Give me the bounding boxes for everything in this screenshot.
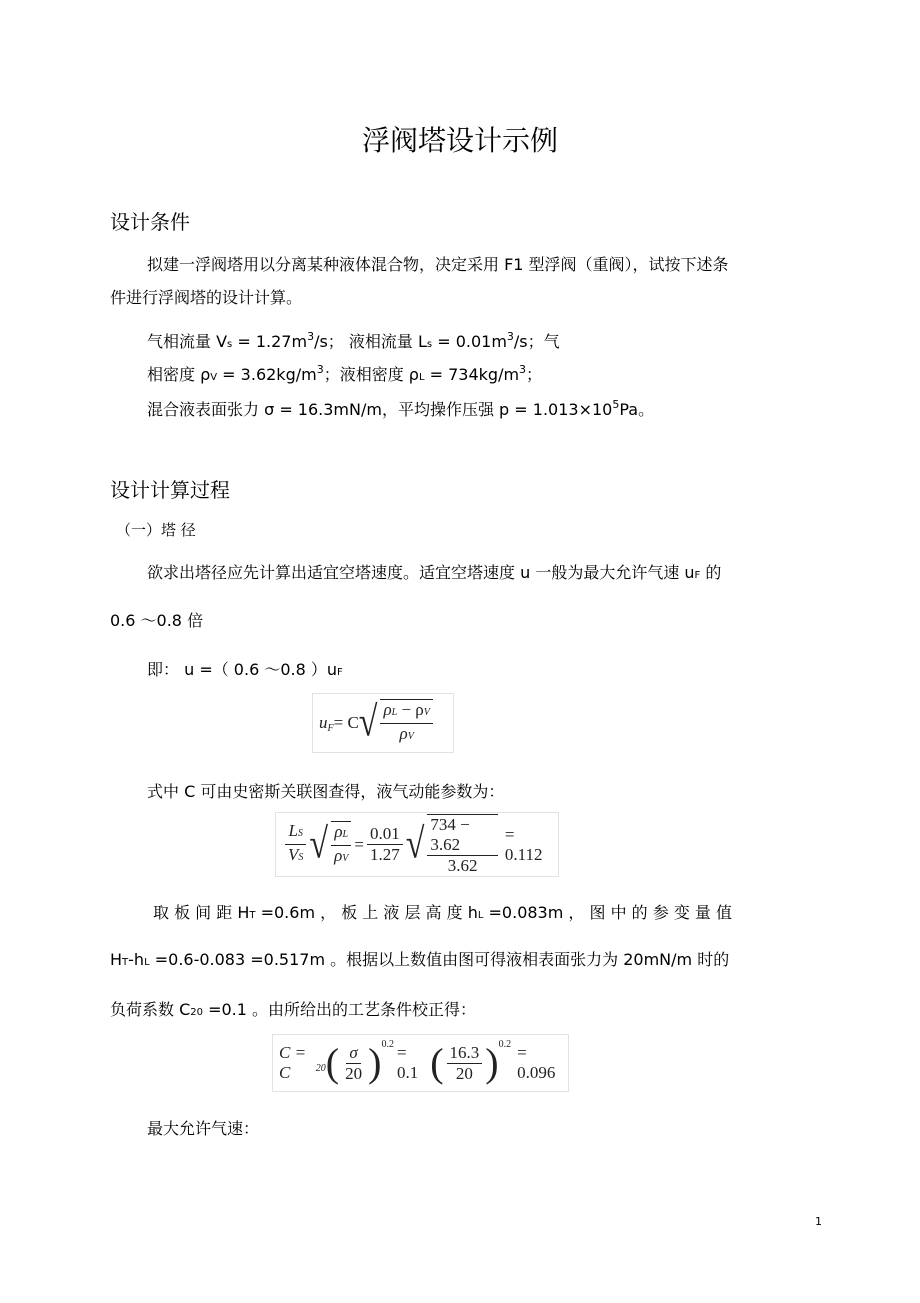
text: = 3.62kg/m: [217, 365, 317, 384]
radical-icon: √: [405, 820, 425, 867]
fraction: [285, 821, 306, 868]
eq-result: = 0.096: [517, 1043, 556, 1082]
subscript: L: [144, 957, 150, 968]
paragraph-line: 0.6 ～0.8 倍: [110, 611, 204, 630]
text: /s；气: [513, 332, 560, 351]
fraction: [447, 1043, 483, 1084]
superscript: 3: [307, 330, 315, 343]
eq-text: C = C: [279, 1043, 307, 1082]
eq-text: ρ: [399, 724, 408, 743]
superscript: 5: [612, 398, 620, 411]
eq-text: V: [288, 845, 299, 864]
eq-subscript: V: [423, 707, 430, 718]
eq-text: L: [288, 821, 298, 840]
eq-text: 20: [345, 1063, 363, 1083]
eq-subscript: 20: [315, 1062, 326, 1074]
equation-load-coefficient: [272, 1034, 569, 1092]
text: -h: [128, 950, 145, 969]
radical-icon: √: [358, 699, 378, 746]
text: 相密度 ρ: [147, 365, 211, 384]
sqrt: [359, 699, 436, 747]
text: /s； 液相流量 L: [314, 332, 427, 351]
eq-subscript: S: [298, 852, 304, 863]
condition-flow-rates: [147, 332, 560, 355]
document-title: 浮阀塔设计示例: [361, 124, 558, 157]
eq-text: ρ: [334, 845, 343, 865]
eq-text: 20: [455, 1063, 473, 1083]
text: 负荷系数 C: [110, 1000, 191, 1019]
equation-max-velocity: [312, 693, 454, 753]
eq-exponent: 0.2: [381, 1039, 394, 1050]
fraction: [380, 699, 432, 747]
eq-text: σ: [346, 1043, 360, 1064]
eq-text: − ρ: [397, 700, 424, 719]
paragraph-line: [153, 903, 732, 926]
text: ；: [526, 365, 543, 384]
text: =0.1 。由所给出的工艺条件校正得：: [203, 1000, 477, 1019]
section-heading-design-conditions: 设计条件: [110, 210, 190, 234]
eq-result: = 0.112: [504, 824, 543, 864]
subscript: s: [426, 339, 433, 350]
text: = 0.01m: [432, 332, 507, 351]
paragraph-line: [147, 660, 343, 683]
paragraph-line: 件进行浮阀塔的设计计算。: [110, 288, 303, 307]
subscript: L: [477, 910, 484, 921]
superscript: 3: [519, 363, 527, 376]
eq-subscript: L: [342, 828, 349, 840]
eq-text: 734 − 3.62: [427, 815, 498, 856]
eq-text: 16.3: [447, 1043, 483, 1064]
eq-exponent: 0.2: [498, 1039, 512, 1050]
subscript: V: [210, 372, 218, 383]
paragraph-line: 最大允许气速：: [147, 1119, 260, 1138]
paragraph-line: [110, 1000, 476, 1023]
eq-subscript: F: [327, 722, 334, 734]
text: 混合液表面张力 σ = 16.3mN/m，平均操作压强 p = 1.013×10: [147, 400, 613, 419]
subscript: s: [227, 339, 233, 350]
page-number: 1: [815, 1215, 822, 1228]
eq-text: ρ: [383, 700, 392, 719]
subscript: T: [122, 957, 129, 968]
text: 气相流量 V: [147, 332, 228, 351]
subscript: F: [694, 570, 701, 581]
eq-text: =: [354, 834, 364, 854]
paren: ): [485, 1040, 499, 1085]
eq-text: = C: [333, 713, 359, 732]
text: =0.6-0.083 =0.517m 。根据以上数值由图可得液相表面张力为 20mN/m 时的: [149, 950, 730, 969]
subscript: F: [337, 667, 343, 678]
text: H: [110, 950, 123, 969]
text: Pa。: [619, 400, 655, 419]
paren: (: [430, 1040, 444, 1085]
eq-text: 3.62: [447, 855, 478, 875]
subscript: T: [249, 910, 256, 921]
paren: ): [368, 1040, 382, 1085]
eq-text: 1.27: [369, 845, 400, 864]
paragraph-line: 拟建一浮阀塔用以分离某种液体混合物，决定采用 F1 型浮阀（重阀），试按下述条: [147, 255, 729, 274]
paragraph-line: 式中 C 可由史密斯关联图查得，液气动能参数为：: [147, 782, 505, 801]
text: 的: [700, 563, 722, 582]
condition-tension-pressure: [147, 400, 654, 420]
eq-subscript: V: [407, 731, 414, 742]
eq-text: 0.01: [367, 824, 403, 845]
sqrt: [406, 814, 501, 876]
eq-text: ρ: [334, 821, 343, 841]
eq-symbol: u: [319, 713, 328, 732]
paragraph-line: [147, 563, 721, 586]
text: = 734kg/m: [424, 365, 520, 384]
paren: (: [325, 1040, 340, 1085]
eq-text: = 0.1: [396, 1043, 419, 1082]
radical-icon: √: [309, 820, 329, 867]
sqrt: [309, 821, 354, 869]
fraction: [367, 824, 403, 865]
eq-subscript: L: [391, 707, 398, 718]
superscript: 3: [316, 363, 324, 376]
equation-flow-parameter: [275, 812, 559, 877]
text: 取 板 间 距 H: [153, 903, 250, 922]
text: = 1.27m: [232, 332, 308, 351]
text: =0.6m ， 板 上 液 层 高 度 h: [255, 903, 478, 922]
eq-subscript: S: [297, 828, 303, 839]
eq-subscript: V: [342, 852, 349, 864]
condition-densities: [147, 365, 542, 388]
text: =0.083m ， 图 中 的 参 变 量 值: [483, 903, 733, 922]
superscript: 3: [506, 330, 514, 343]
fraction: [342, 1043, 365, 1084]
subscript: L: [418, 372, 425, 383]
text: 欲求出塔径应先计算出适宜空塔速度。适宜空塔速度 u 一般为最大允许气速 u: [147, 563, 695, 582]
text: ；液相密度 ρ: [323, 365, 419, 384]
subscript: 20: [190, 1007, 203, 1018]
section-heading-calculation: 设计计算过程: [110, 478, 230, 502]
text: 即： u =（ 0.6 ～0.8 ）u: [147, 660, 338, 679]
paragraph-line: [110, 950, 729, 973]
subsection-heading-diameter: （一）塔 径: [116, 521, 196, 539]
